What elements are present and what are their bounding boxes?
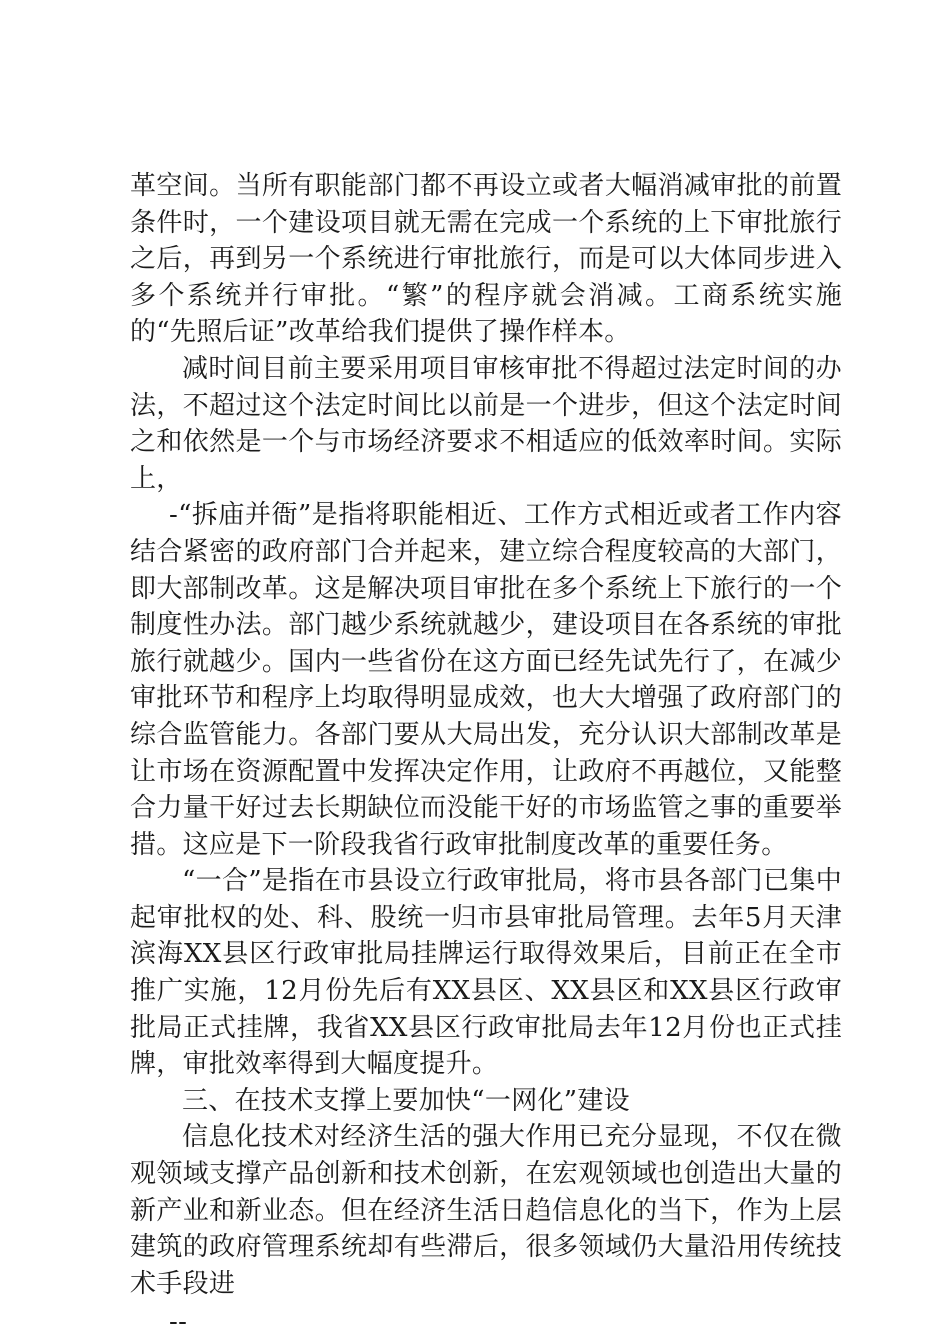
trailing-dash: -- <box>169 1307 188 1338</box>
document-body <box>130 168 842 1341</box>
section-heading: 三、在技术支撑上要加快“一网化”建设 <box>182 1085 630 1116</box>
paragraph-one-merge: “一合”是指在市县设立行政审批局，将市县各部门已集中起审批权的处、科、股统一归市县审批局管理。去年5月天津滨海XX县区行政审批局挂牌运行取得效果后，目前正在全市推广实施，12月份先后有XX县区、XX县区和XX县区行政审批局正式挂牌，我省XX县区行政审批局去年12月份也正式挂牌，审批效率得到大幅度提升。 <box>130 866 842 1080</box>
paragraph-reduce-time: 减时间目前主要采用项目审核审批不得超过法定时间的办法，不超过这个法定时间比以前是一个进步，但这个法定时间之和依然是一个与市场经济要求不相适应的低效率时间。实际上， <box>130 353 842 494</box>
paragraph-merge-departments: -“拆庙并衙”是指将职能相近、工作方式相近或者工作内容结合紧密的政府部门合并起来，建立综合程度较高的大部门，即大部制改革。这是解决项目审批在多个系统上下旅行的一个制度性办法。部门越少系统就越少，建设项目在各系统的审批旅行就越少。国内一些省份在这方面已经先试先行了，在减少审批环节和程序上均取得明显成效，也大大增强了政府部门的综合监管能力。各部门要从大局出发，充分认识大部制改革是让市场在资源配置中发挥决定作用，让政府不再越位，又能整合力量干好过去长期缺位而没能干好的市场监管之事的重要举措。这应是下一阶段我省行政审批制度改革的重要任务。 <box>130 500 842 860</box>
paragraph-information-technology: 信息化技术对经济生活的强大作用已充分显现，不仅在微观领域支撑产品创新和技术创新，在宏观领域也创造出大量的新产业和新业态。但在经济生活日趋信息化的当下，作为上层建筑的政府管理系统却有些滞后，很多领域仍大量沿用传统技术手段进 <box>130 1122 842 1299</box>
paragraph-continuation: 革空间。当所有职能部门都不再设立或者大幅消减审批的前置条件时，一个建设项目就无需在完成一个系统的上下审批旅行之后，再到另一个系统进行审批旅行，而是可以大体同步进入多个系统并行审批。“繁”的程序就会消减。工商系统实施的“先照后证”改革给我们提供了操作样本。 <box>130 171 842 348</box>
